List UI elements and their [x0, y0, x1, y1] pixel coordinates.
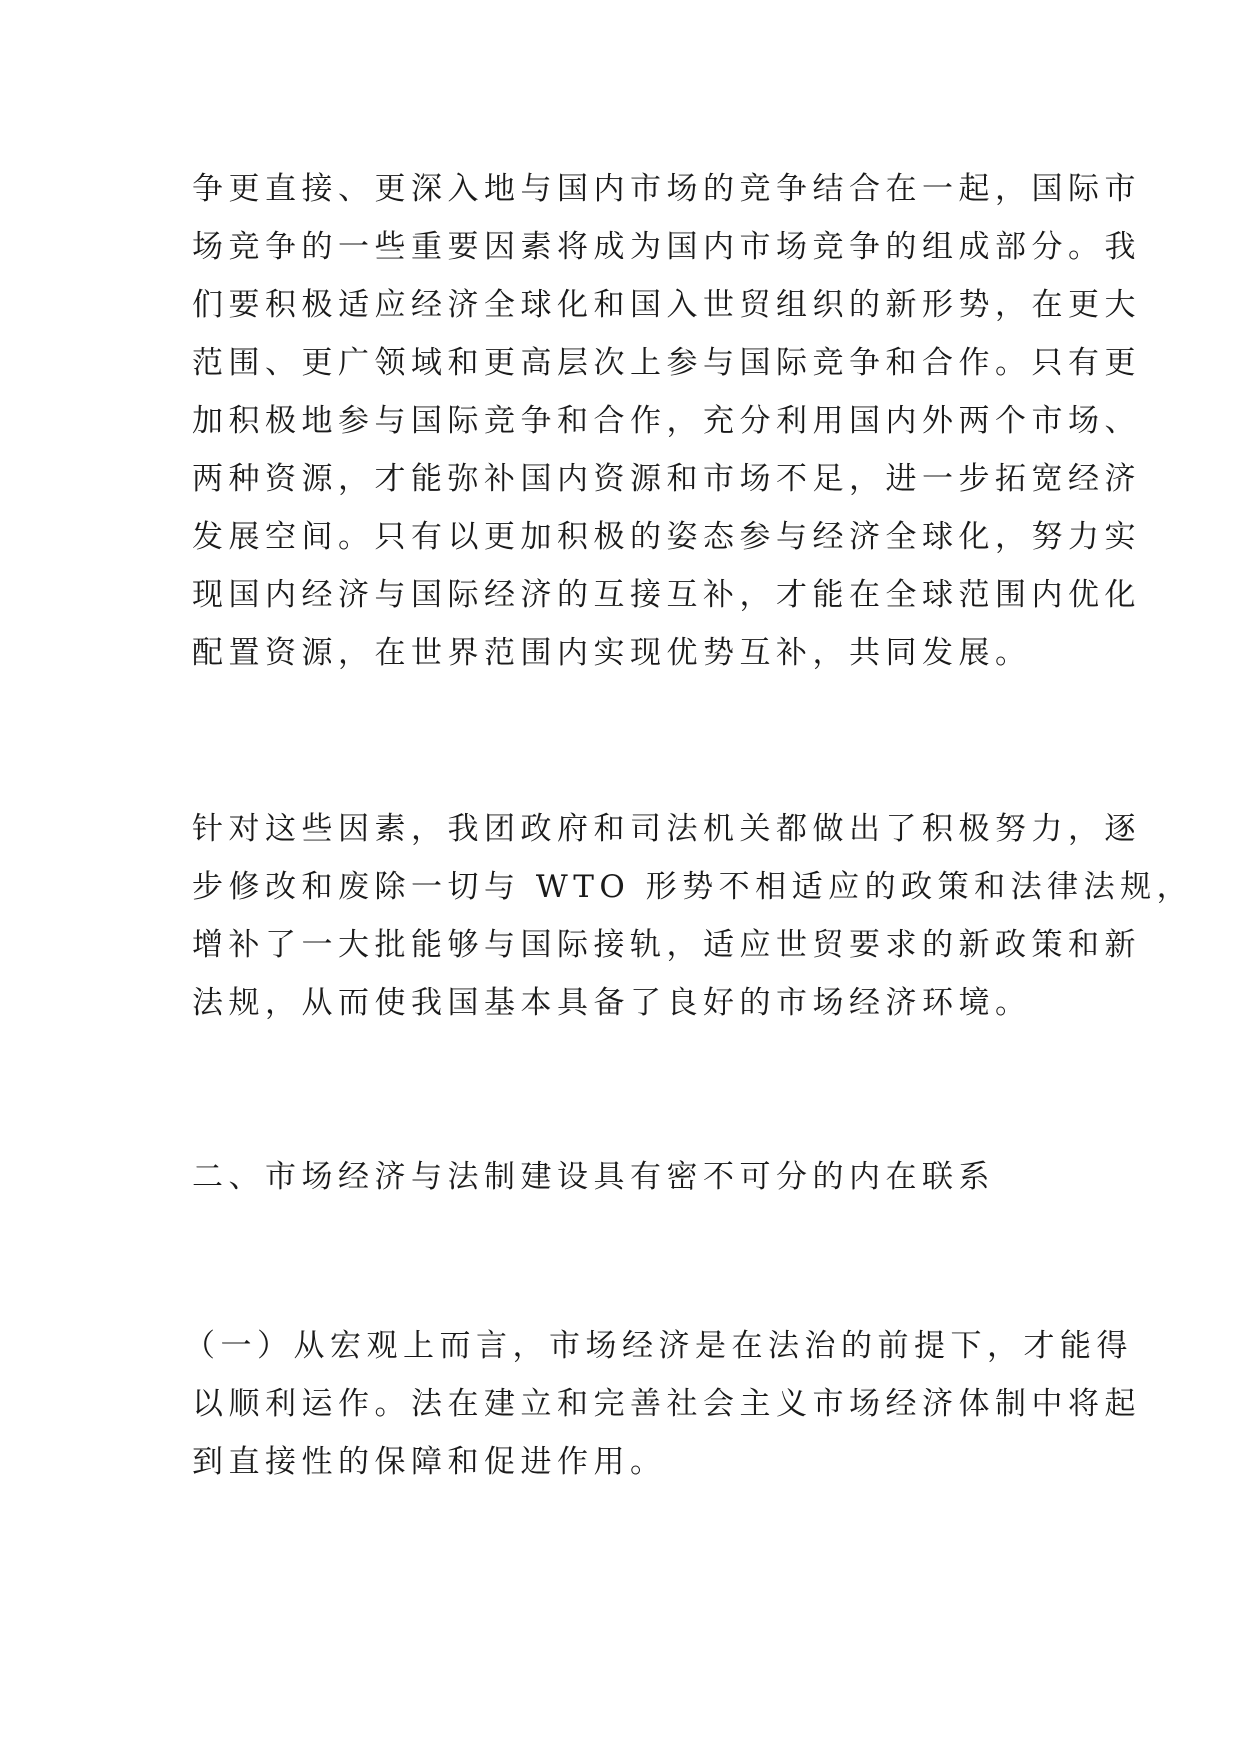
paragraph-line: 争更直接、更深入地与国内市场的竞争结合在一起，国际市: [192, 171, 1141, 207]
paragraph-line: 们要积极适应经济全球化和国入世贸组织的新形势，在更大: [192, 287, 1141, 323]
paragraph-line: 配置资源，在世界范围内实现优势互补，共同发展。: [192, 635, 1032, 671]
paragraph-line: 步修改和废除一切与 WTO 形势不相适应的政策和法律法规，: [192, 869, 1194, 905]
paragraph-line: 加积极地参与国际竞争和合作，充分利用国内外两个市场、: [192, 403, 1141, 439]
paragraph-line: 法规，从而使我国基本具备了良好的市场经济环境。: [192, 985, 1032, 1021]
paragraph: [192, 160, 1141, 682]
section-heading: [192, 1148, 1072, 1206]
paragraph: [192, 800, 1194, 1032]
paragraph-line: 增补了一大批能够与国际接轨，适应世贸要求的新政策和新: [192, 927, 1141, 963]
paragraph-line: 两种资源，才能弥补国内资源和市场不足，进一步拓宽经济: [192, 461, 1141, 497]
paragraph-line: 场竞争的一些重要因素将成为国内市场竞争的组成部分。我: [192, 229, 1141, 265]
section-heading-text: 二、市场经济与法制建设具有密不可分的内在联系: [192, 1159, 995, 1195]
paragraph: [184, 1317, 1141, 1491]
paragraph-line: 现国内经济与国际经济的互接互补，才能在全球范围内优化: [192, 577, 1141, 613]
paragraph-line: 以顺利运作。法在建立和完善社会主义市场经济体制中将起: [192, 1386, 1141, 1422]
paragraph-line: 到直接性的保障和促进作用。: [192, 1444, 667, 1480]
paragraph-line: 范围、更广领域和更高层次上参与国际竞争和合作。只有更: [192, 345, 1141, 381]
paragraph-line: 针对这些因素，我团政府和司法机关都做出了积极努力，逐: [192, 811, 1141, 847]
paragraph-line: （一）从宏观上而言，市场经济是在法治的前提下，才能得: [184, 1328, 1133, 1364]
paragraph-line: 发展空间。只有以更加积极的姿态参与经济全球化，努力实: [192, 519, 1141, 555]
